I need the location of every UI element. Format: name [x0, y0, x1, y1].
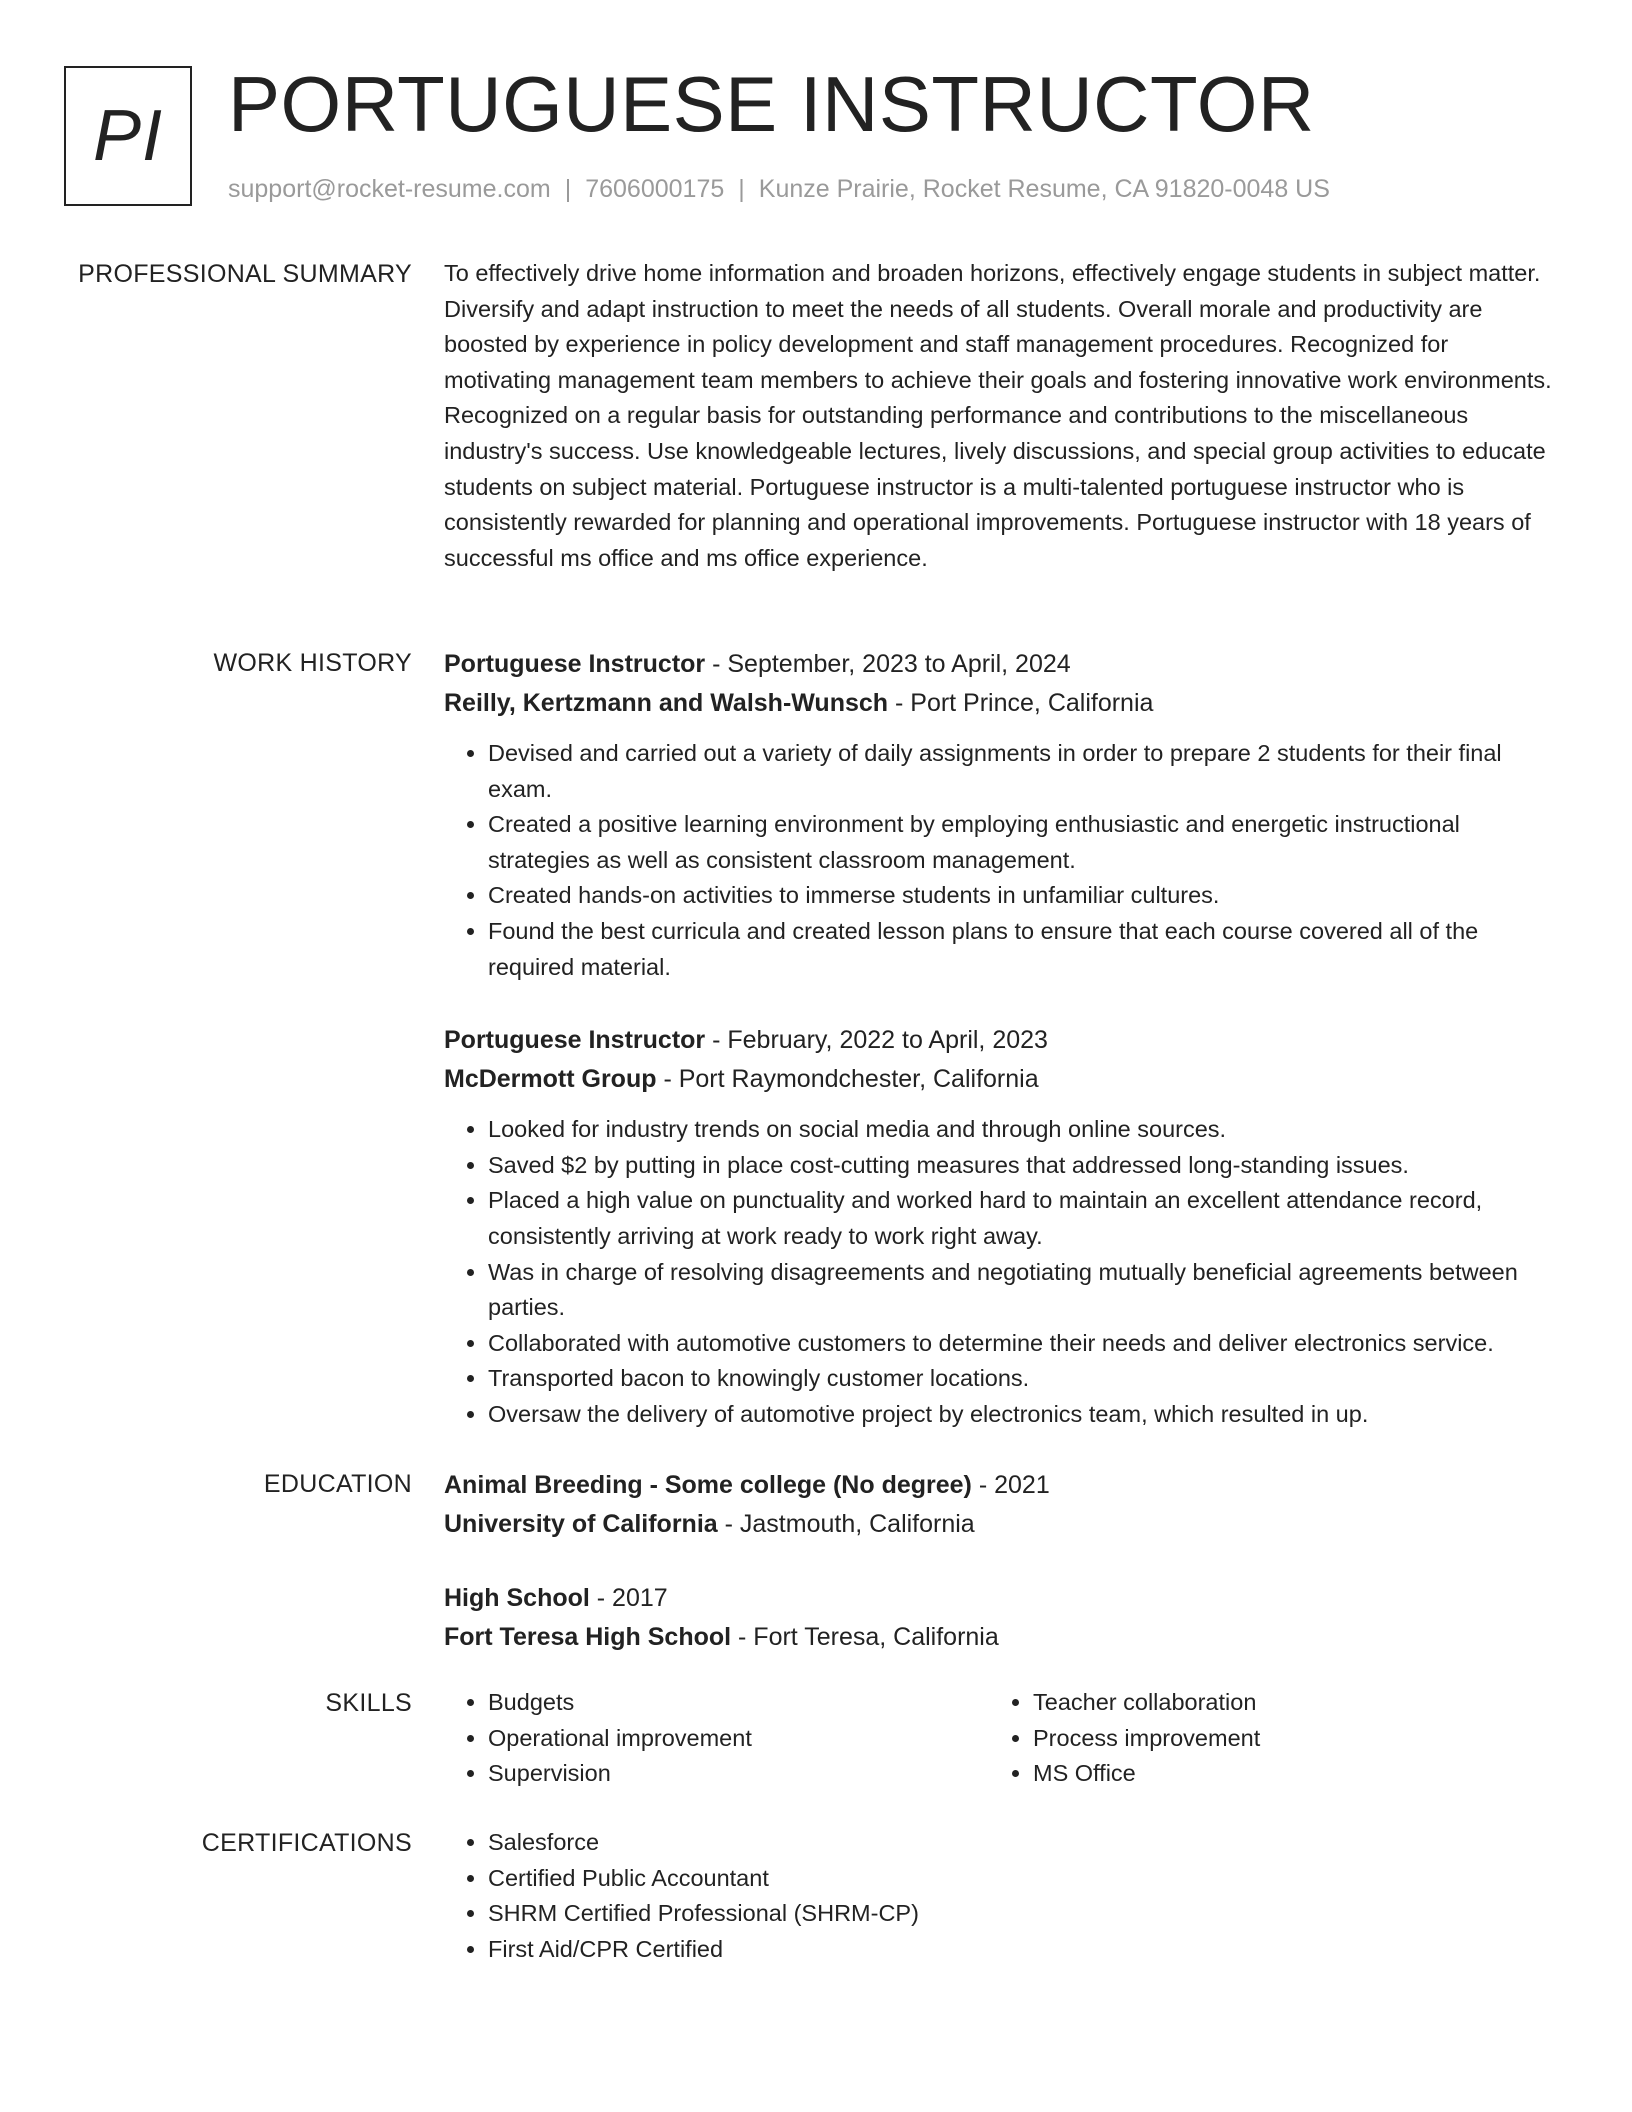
school-line — [444, 1618, 1556, 1657]
list-item: • Salesforce — [488, 1825, 1556, 1861]
section-label-summary: PROFESSIONAL SUMMARY — [78, 260, 412, 288]
skills-grid — [444, 1685, 1556, 1792]
list-item: • Placed a high value on punctuality and worked hard to maintain an excellent attendance record, consistently arriving at work ready to work right away. — [488, 1183, 1556, 1254]
list-item: • Supervision — [488, 1756, 989, 1792]
degree-name: Animal Breeding - Some college (No degree) — [444, 1471, 972, 1499]
school-name: Fort Teresa High School — [444, 1622, 732, 1651]
job-location: - Port Prince, California — [888, 688, 1154, 717]
degree-year: - 2017 — [589, 1584, 668, 1612]
job-title-line — [444, 1021, 1556, 1060]
list-item: • First Aid/CPR Certified — [488, 1932, 1556, 1968]
contact-separator: | — [738, 175, 745, 203]
list-item: • Was in charge of resolving disagreements and negotiating mutually beneficial agreements between parties. — [488, 1255, 1556, 1326]
job-company: McDermott Group — [444, 1064, 657, 1093]
skills-column-right — [989, 1685, 1534, 1792]
list-item: • Teacher collaboration — [1033, 1685, 1534, 1721]
list-item: • Looked for industry trends on social media and through online sources. — [488, 1112, 1556, 1148]
list-item: • Found the best curricula and created lesson plans to ensure that each course covered all of the required material. — [488, 914, 1556, 985]
entry-spacer — [444, 985, 1556, 1021]
list-item: • Process improvement — [1033, 1721, 1534, 1757]
education-entry — [444, 1579, 1556, 1656]
skills-body — [444, 1685, 1556, 1792]
job-title: Portuguese Instructor — [444, 650, 706, 678]
job-entry — [444, 645, 1556, 985]
contact-line — [228, 172, 1330, 206]
contact-address: Kunze Prairie, Rocket Resume, CA 91820-0048 US — [758, 175, 1330, 203]
section-label-skills: SKILLS — [325, 1689, 412, 1717]
job-company: Reilly, Kertzmann and Walsh-Wunsch — [444, 688, 889, 717]
degree-name: High School — [444, 1584, 590, 1612]
section-label-work-history: WORK HISTORY — [213, 649, 412, 677]
list-item: • Devised and carried out a variety of daily assignments in order to prepare 2 students for their final exam. — [488, 736, 1556, 807]
list-item: • MS Office — [1033, 1756, 1534, 1792]
list-item: • Oversaw the delivery of automotive project by electronics team, which resulted in up. — [488, 1397, 1556, 1433]
job-company-line — [444, 1060, 1556, 1099]
section-label-certifications: CERTIFICATIONS — [201, 1829, 412, 1857]
work-history-body — [444, 645, 1556, 1433]
degree-line — [444, 1579, 1556, 1618]
monogram-logo: PI — [64, 66, 192, 206]
education-body — [444, 1466, 1556, 1656]
school-name: University of California — [444, 1509, 718, 1538]
certifications-body — [444, 1825, 1556, 1967]
summary-body — [444, 256, 1556, 576]
school-line — [444, 1505, 1556, 1544]
list-item: • Created a positive learning environment by employing enthusiastic and energetic instructional strategies as well as consistent classroom management. — [488, 807, 1556, 878]
contact-phone: 7606000175 — [585, 175, 725, 203]
school-location: - Fort Teresa, California — [731, 1622, 999, 1651]
degree-year: - 2021 — [971, 1471, 1050, 1499]
job-location: - Port Raymondchester, California — [656, 1064, 1039, 1093]
list-item: • SHRM Certified Professional (SHRM-CP) — [488, 1896, 1556, 1932]
job-dates: - February, 2022 to April, 2023 — [705, 1026, 1048, 1055]
job-title: Portuguese Instructor — [444, 1026, 706, 1055]
skills-list — [989, 1685, 1534, 1792]
entry-spacer — [444, 1543, 1556, 1579]
job-entry — [444, 1021, 1556, 1432]
resume-name: PORTUGUESE INSTRUCTOR — [228, 60, 1315, 148]
job-title-line — [444, 645, 1556, 684]
skills-list — [444, 1685, 989, 1792]
contact-email: support@rocket-resume.com — [228, 175, 551, 203]
degree-line — [444, 1466, 1556, 1505]
list-item: • Budgets — [488, 1685, 989, 1721]
list-item: • Saved $2 by putting in place cost-cutting measures that addressed long-standing issues. — [488, 1148, 1556, 1184]
school-location: - Jastmouth, California — [717, 1509, 975, 1538]
education-entry — [444, 1466, 1556, 1543]
section-label-education: EDUCATION — [263, 1470, 412, 1498]
list-item: • Created hands-on activities to immerse students in unfamiliar cultures. — [488, 878, 1556, 914]
job-bullets — [444, 1112, 1556, 1432]
list-item: • Transported bacon to knowingly customer locations. — [488, 1361, 1556, 1397]
certifications-list — [444, 1825, 1556, 1967]
list-item: • Certified Public Accountant — [488, 1861, 1556, 1897]
summary-text: To effectively drive home information and broaden horizons, effectively engage students in subject matter. Diversify and adapt instruction to meet the needs of all students. Overall morale and productivity are boosted by experience in policy development and staff management procedures. Recognized for motivating management team members to achieve their goals and fostering innovative work environments. Recognized on a regular basis for outstanding performance and contributions to the miscellaneous industry's success. Use knowledgeable lectures, lively discussions, and special group activities to educate students on subject material. Portuguese instructor is a multi-talented portuguese instructor who is consistently rewarded for planning and operational improvements. Portuguese instructor with 18 years of successful ms office and ms office experience. — [444, 260, 1552, 571]
job-bullets — [444, 736, 1556, 985]
list-item: • Operational improvement — [488, 1721, 989, 1757]
list-item: • Collaborated with automotive customers to determine their needs and deliver electronics service. — [488, 1326, 1556, 1362]
contact-separator: | — [564, 175, 572, 203]
skills-column-left — [444, 1685, 989, 1792]
job-dates: - September, 2023 to April, 2024 — [705, 650, 1071, 678]
job-company-line — [444, 684, 1556, 723]
